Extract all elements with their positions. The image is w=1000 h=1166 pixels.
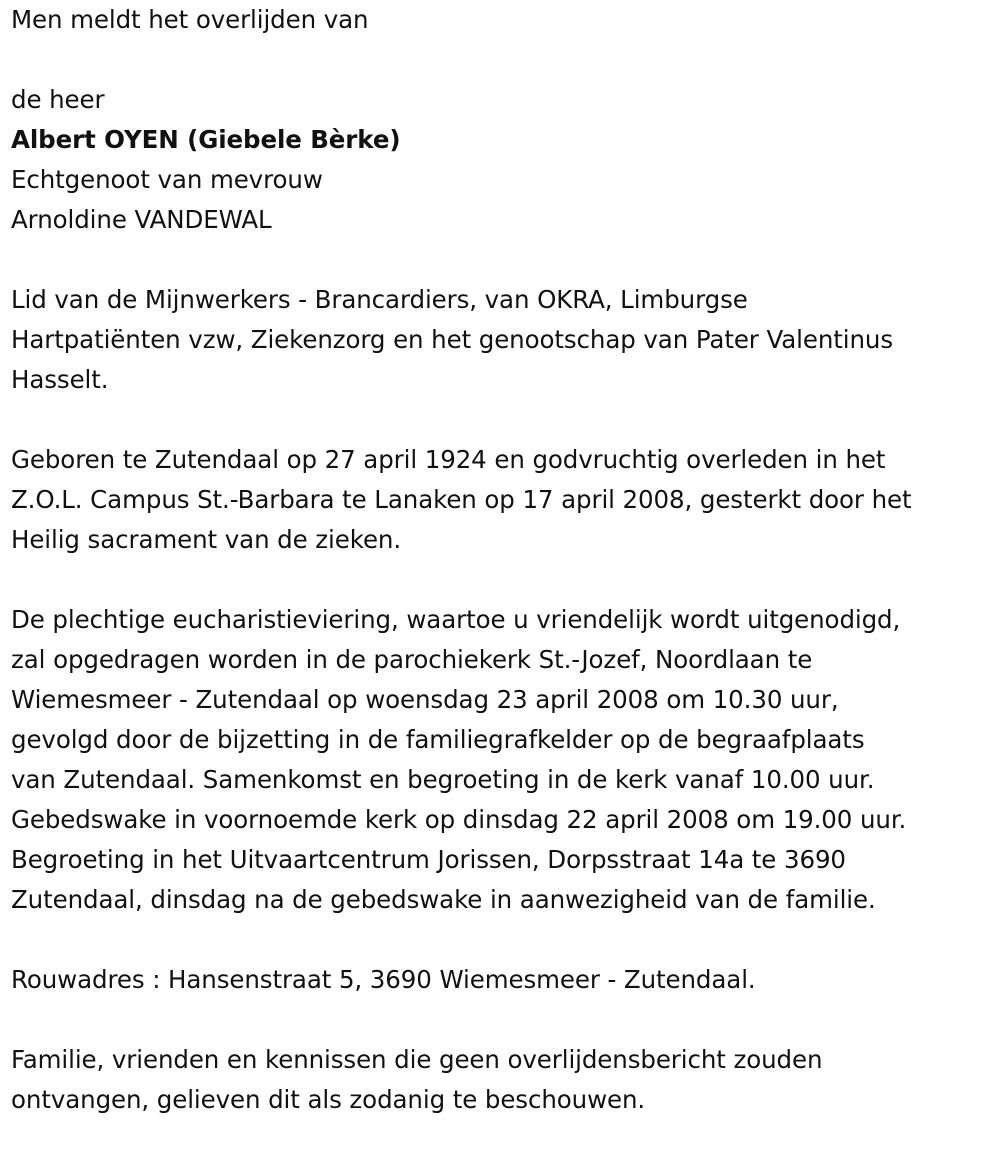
ceremony-paragraph: [11, 600, 993, 920]
closing-paragraph: [11, 1040, 993, 1120]
spacer: [11, 560, 993, 600]
birth-death-line: Z.O.L. Campus St.-Barbara te Lanaken op 17 april 2008, gesterkt door het: [11, 485, 912, 514]
birth-death-line: Heilig sacrament van de zieken.: [11, 525, 402, 554]
spacer: [11, 400, 993, 440]
ceremony-line: gevolgd door de bijzetting in de familiegrafkelder op de begraafplaats: [11, 725, 865, 754]
spacer: [11, 920, 993, 960]
ceremony-line: van Zutendaal. Samenkomst en begroeting in de kerk vanaf 10.00 uur.: [11, 765, 875, 794]
membership-paragraph: [11, 280, 993, 400]
spacer: [11, 40, 993, 80]
membership-line: Hartpatiënten vzw, Ziekenzorg en het genootschap van Pater Valentinus: [11, 325, 893, 354]
spouse-name: Arnoldine VANDEWAL: [11, 205, 272, 234]
death-notice: [11, 0, 993, 1120]
salutation: de heer: [11, 85, 105, 114]
membership-line: Hasselt.: [11, 365, 109, 394]
ceremony-line: Begroeting in het Uitvaartcentrum Jorissen, Dorpsstraat 14a te 3690: [11, 845, 846, 874]
spacer: [11, 1000, 993, 1040]
ceremony-line: Gebedswake in voornoemde kerk op dinsdag 22 april 2008 om 19.00 uur.: [11, 805, 907, 834]
ceremony-line: De plechtige eucharistieviering, waartoe u vriendelijk wordt uitgenodigd,: [11, 605, 901, 634]
spacer: [11, 240, 993, 280]
closing-line: Familie, vrienden en kennissen die geen overlijdensbericht zouden: [11, 1045, 823, 1074]
ceremony-line: Zutendaal, dinsdag na de gebedswake in aanwezigheid van de familie.: [11, 885, 876, 914]
birth-death-line: Geboren te Zutendaal op 27 april 1924 en godvruchtig overleden in het: [11, 445, 886, 474]
spouse-label: Echtgenoot van mevrouw: [11, 165, 323, 194]
deceased-name: Albert OYEN (Giebele Bèrke): [11, 125, 401, 154]
ceremony-line: zal opgedragen worden in de parochiekerk St.-Jozef, Noordlaan te: [11, 645, 813, 674]
mourning-address: Rouwadres : Hansenstraat 5, 3690 Wiemesmeer - Zutendaal.: [11, 965, 756, 994]
intro-text: Men meldt het overlijden van: [11, 5, 369, 34]
ceremony-line: Wiemesmeer - Zutendaal op woensdag 23 april 2008 om 10.30 uur,: [11, 685, 839, 714]
closing-line: ontvangen, gelieven dit als zodanig te beschouwen.: [11, 1085, 646, 1114]
membership-line: Lid van de Mijnwerkers - Brancardiers, van OKRA, Limburgse: [11, 285, 748, 314]
birth-death-paragraph: [11, 440, 993, 560]
